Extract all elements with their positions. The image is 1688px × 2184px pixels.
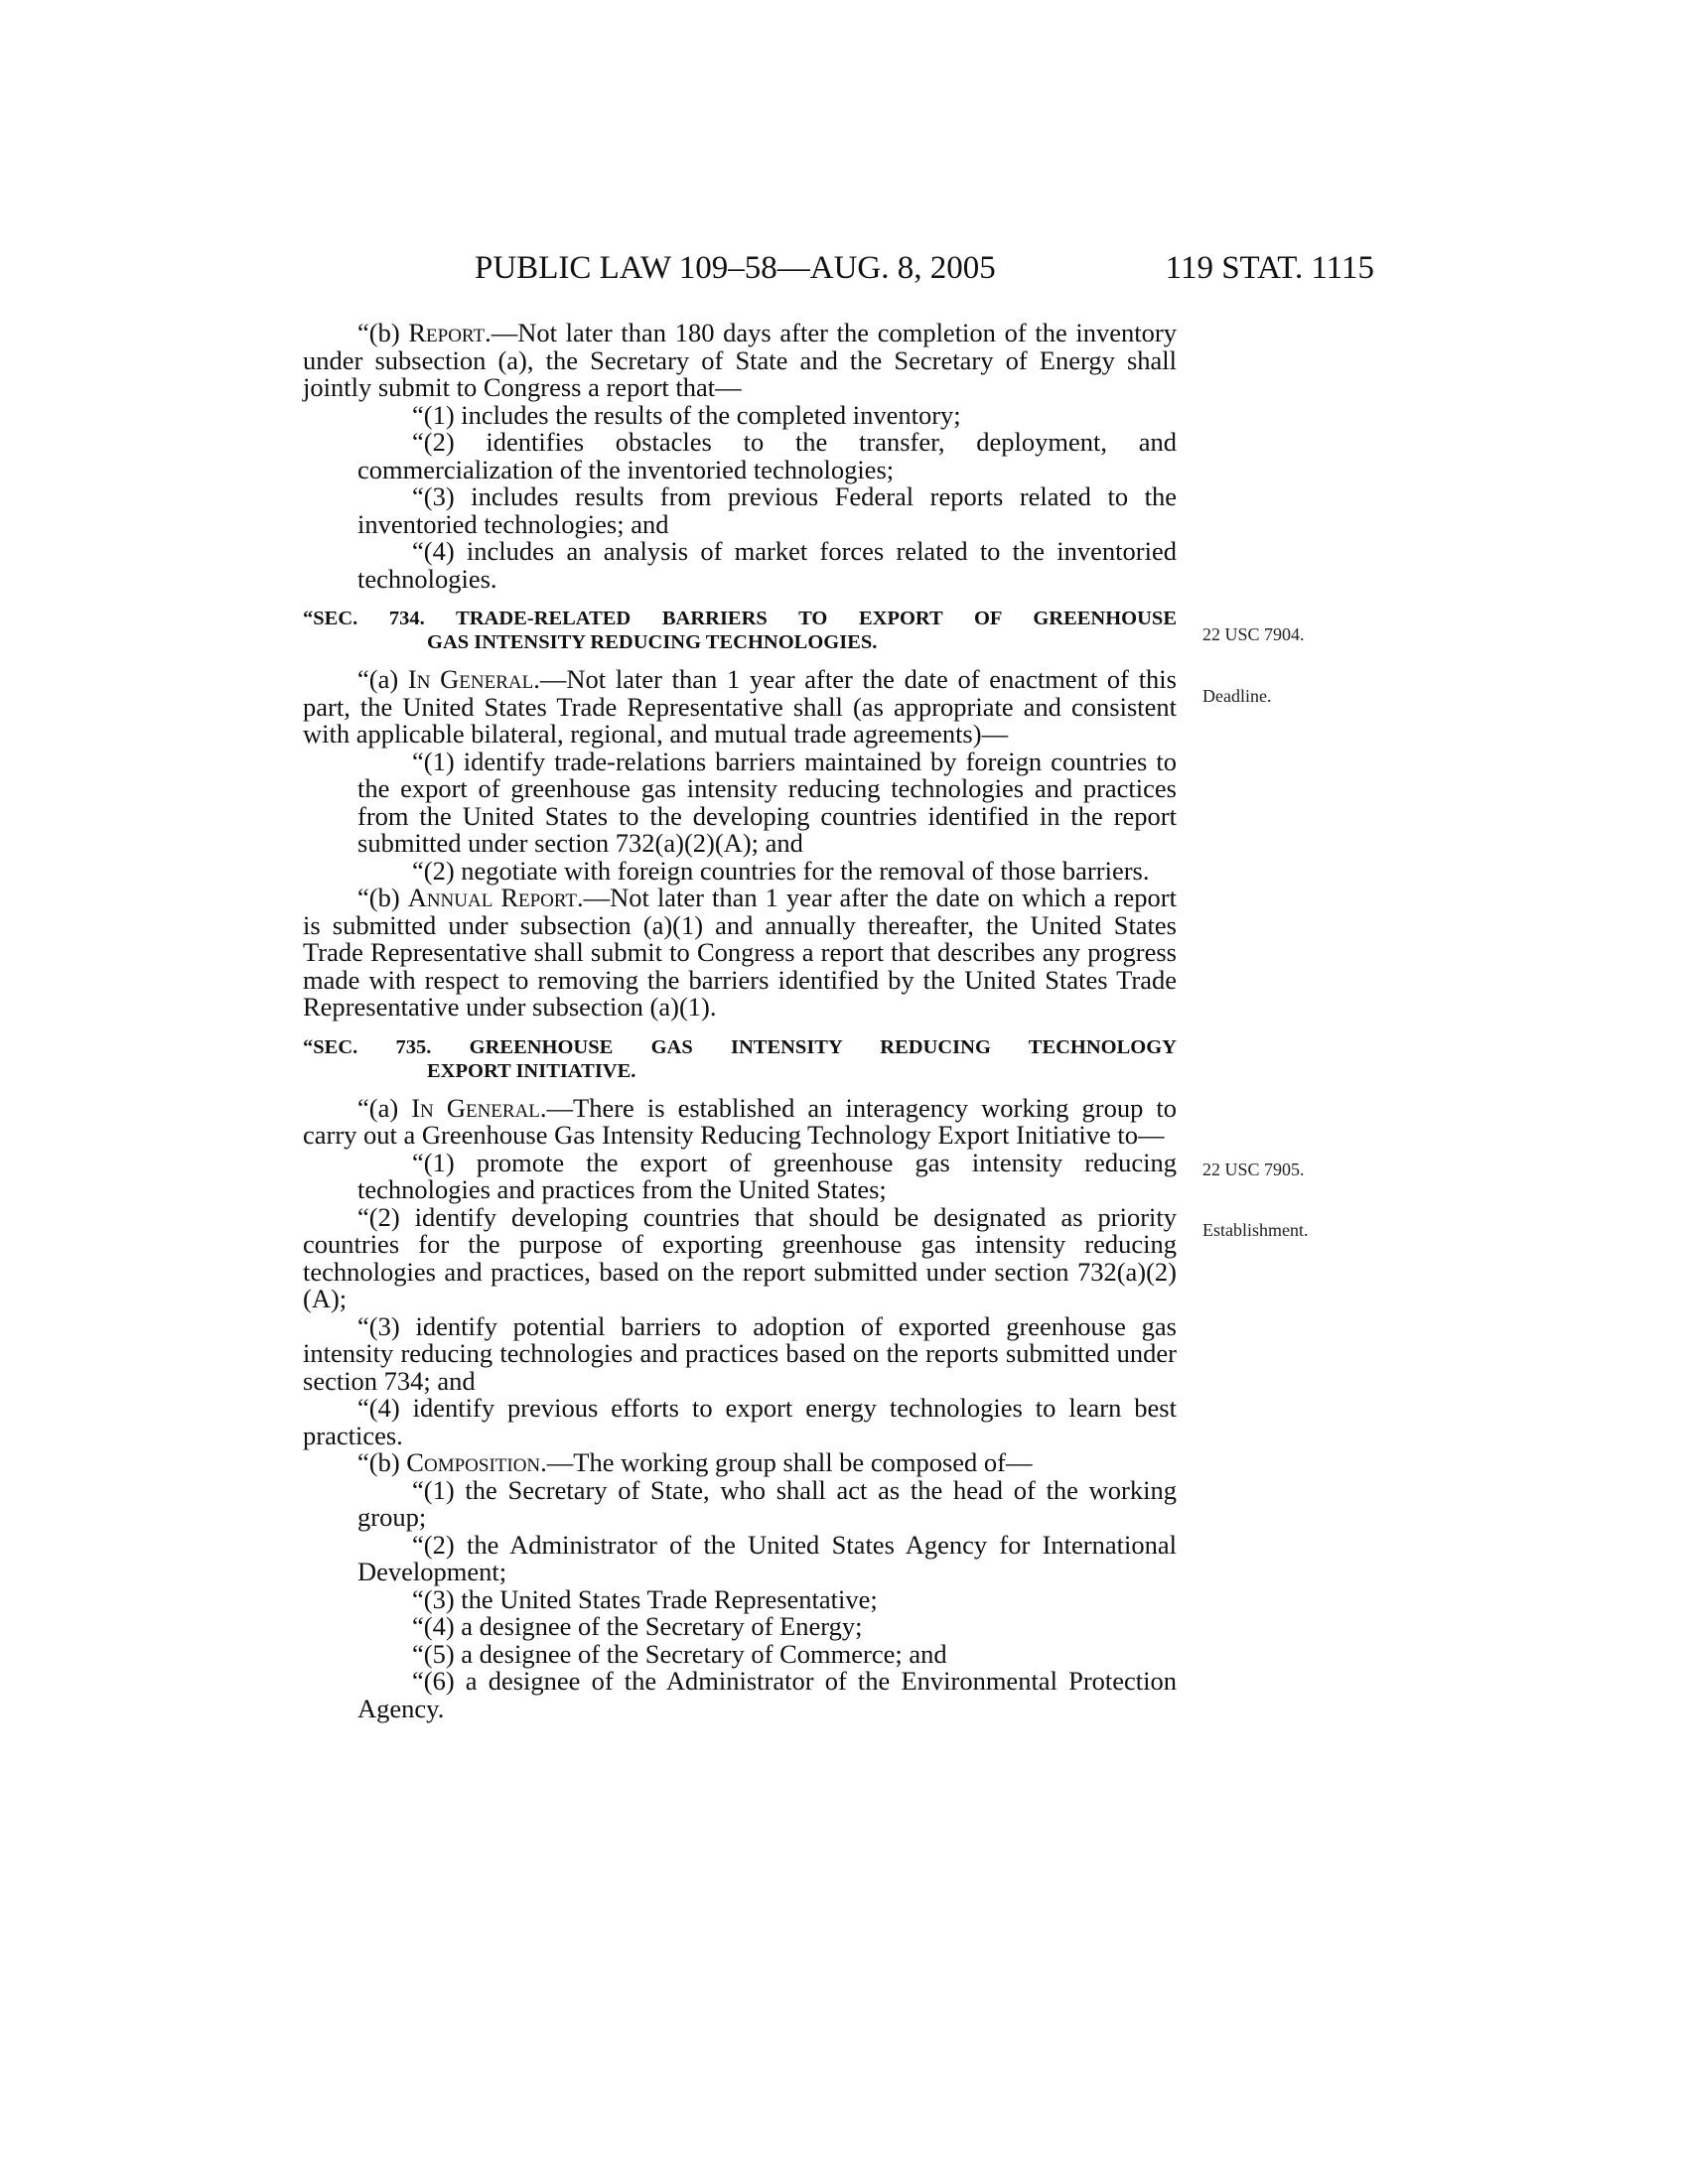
paragraph-text: .—Not later than 180 days after the completion of the inventory under subsection (a), the Secretary of State and the Secretary of Energy shall jointly submit to Congress a report that—: [303, 318, 1177, 402]
document-body: [303, 320, 1177, 1722]
paragraph-text: .—There is established an interagency working group to carry out a Greenhouse Gas Intensity Reducing Technology Export Initiative to—: [303, 1092, 1177, 1150]
subsection-heading: Report: [408, 318, 486, 347]
subsection-heading: Annual Report: [407, 883, 578, 912]
page-header: [475, 248, 1374, 288]
section-heading-line: “SEC. 735. GREENHOUSE GAS INTENSITY REDUCING TECHNOLOGY: [303, 1035, 1177, 1058]
list-item: “(1) identify trade-relations barriers maintained by foreign countries to the export of greenhouse gas intensity reducing technologies and practices from the United States to the developing countries identified in the report submitted under section 732(a)(2)(A); and: [357, 746, 1177, 858]
list-item: “(1) includes the results of the completed inventory;: [412, 399, 961, 430]
subsection-heading: In General: [407, 664, 534, 694]
list-item: “(4) includes an analysis of market forces related to the inventoried technologies.: [357, 536, 1177, 594]
list-item: “(5) a designee of the Secretary of Commerce; and: [412, 1638, 947, 1669]
paragraph-open: “(b): [357, 1447, 407, 1477]
list-item: “(3) the United States Trade Representative;: [412, 1583, 878, 1614]
list-item: “(4) identify previous efforts to export energy technologies to learn best practices.: [303, 1393, 1177, 1450]
section-heading-line: EXPORT INITIATIVE.: [427, 1059, 636, 1082]
list-item: “(3) identify potential barriers to adoption of exported greenhouse gas intensity reducing technologies and practices based on the reports submitted under section 734; and: [303, 1310, 1177, 1396]
list-item: “(3) includes results from previous Federal reports related to the inventoried technologies; and: [357, 481, 1177, 539]
paragraph-open: “(b): [357, 883, 408, 912]
margin-note-deadline: Deadline.: [1202, 686, 1272, 706]
section-heading-734: [303, 607, 1177, 654]
paragraph-open: “(a): [357, 1092, 412, 1123]
section-heading-line: GAS INTENSITY REDUCING TECHNOLOGIES.: [427, 631, 878, 653]
list-item: “(2) negotiate with foreign countries for the removal of those barriers.: [412, 855, 1150, 886]
margin-note-establishment: Establishment.: [1202, 1220, 1309, 1240]
paragraph-b-report: [303, 320, 1177, 402]
margin-note-usc-7905: 22 USC 7905.: [1202, 1160, 1305, 1179]
paragraph-text: .—Not later than 1 year after the date of enactment of this part, the United States Trade Representative shall (as appropriate and consistent with applicable bilateral, regional, and mutual trade agreements)—: [303, 664, 1177, 749]
paragraph-open: “(a): [357, 664, 408, 694]
header-title: PUBLIC LAW 109–58—AUG. 8, 2005: [475, 250, 996, 286]
paragraph-text: .—Not later than 1 year after the date on which a report is submitted under subsection (a)(1) and annually thereafter, the United States Trade Representative shall submit to Congress a report that describes any progress made with respect to removing the barriers identified by the United States Trade Representative under subsection (a)(1).: [303, 883, 1177, 1022]
margin-note-usc-7904: 22 USC 7904.: [1202, 624, 1305, 644]
paragraph-734-b: [303, 885, 1177, 1022]
paragraph-open: “(b): [357, 318, 409, 347]
paragraph-735-a: [303, 1092, 1177, 1150]
subsection-heading: Composition: [406, 1447, 541, 1477]
section-heading-735: [303, 1035, 1177, 1083]
header-page-number: 119 STAT. 1115: [1165, 250, 1374, 286]
list-item: “(2) identify developing countries that should be designated as priority countries for the purpose of exporting greenhouse gas intensity reducing technologies and practices, based on the report submitted under section 732(a)(2)(A);: [303, 1201, 1177, 1313]
list-item: “(6) a designee of the Administrator of the Environmental Protection Agency.: [357, 1666, 1177, 1723]
list-item: “(2) the Administrator of the United States Agency for International Development;: [357, 1529, 1177, 1586]
subsection-heading: In General: [411, 1092, 540, 1123]
paragraph-735-b: [303, 1449, 1177, 1477]
paragraph-text: .—The working group shall be composed of—: [540, 1447, 1033, 1477]
list-item: “(1) the Secretary of State, who shall act as the head of the working group;: [357, 1474, 1177, 1532]
paragraph-734-a: [303, 666, 1177, 749]
list-item: “(1) promote the export of greenhouse gas intensity reducing technologies and practices from the United States;: [357, 1147, 1177, 1204]
list-item: “(4) a designee of the Secretary of Energy;: [412, 1611, 863, 1641]
section-heading-line: “SEC. 734. TRADE-RELATED BARRIERS TO EXPORT OF GREENHOUSE: [303, 608, 1177, 629]
list-item: “(2) identifies obstacles to the transfer, deployment, and commercialization of the inventoried technologies;: [357, 427, 1177, 484]
